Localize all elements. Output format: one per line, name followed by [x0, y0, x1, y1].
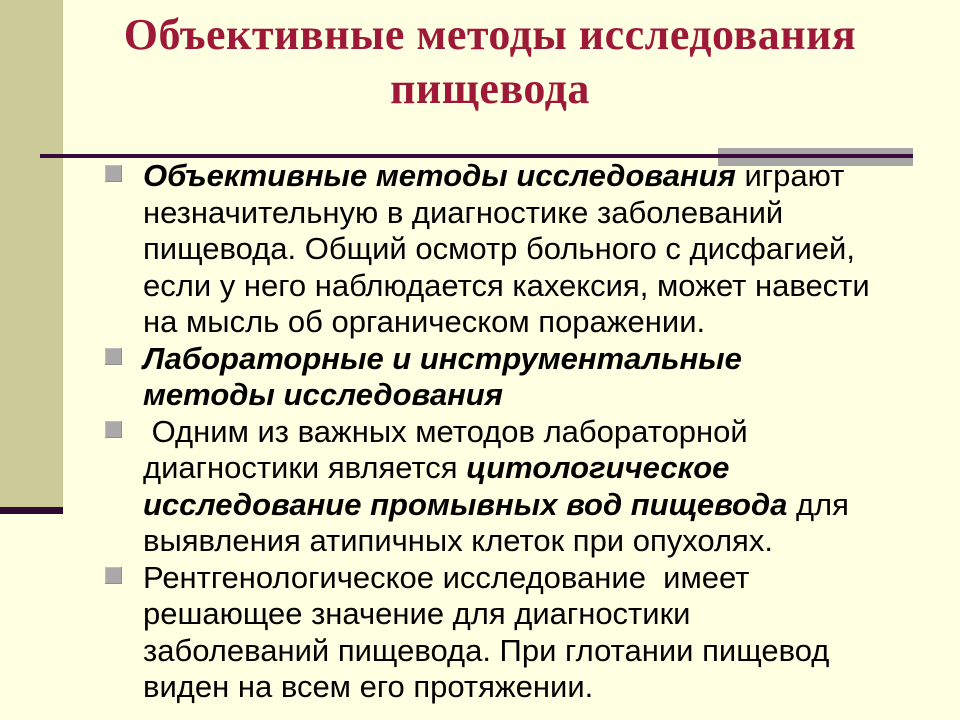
list-item [105, 341, 905, 414]
slide-title [60, 8, 920, 116]
bullet-square-icon [105, 165, 122, 182]
title-line-1: Объективные методы исследования [123, 10, 857, 59]
left-accent-band [0, 0, 63, 509]
list-item [105, 414, 905, 560]
text-segment: исследование промывных вод пищевода [143, 486, 788, 522]
text-line [143, 633, 905, 670]
text-segment: цитологическое [466, 450, 730, 485]
text-line [143, 523, 905, 560]
bullet-square-icon [105, 567, 122, 584]
text-segment: Одним из важных методов лабораторной [143, 413, 748, 449]
text-segment: Лабораторные и инструментальные [143, 340, 742, 376]
text-line [143, 450, 905, 487]
text-segment: на мысль об органическом поражении. [143, 304, 706, 339]
text-line [143, 560, 905, 597]
bullet-square-icon [105, 348, 122, 365]
text-segment: решающее значение для диагностики [143, 596, 691, 631]
text-segment: незначительную в диагностике заболеваний [143, 194, 784, 230]
text-line [143, 414, 905, 451]
paragraph-text [143, 158, 905, 341]
text-segment: виден на всем его протяжении. [143, 669, 594, 704]
text-line [143, 487, 905, 524]
paragraph-text [143, 341, 905, 414]
text-segment: выявления атипичных клеток при опухолях. [143, 523, 773, 558]
text-segment: диагностики является [143, 450, 467, 485]
left-band-dash [0, 507, 63, 514]
text-line [143, 669, 905, 706]
text-line [143, 341, 905, 378]
text-line [143, 231, 905, 268]
text-line [143, 377, 905, 414]
text-line [143, 304, 905, 341]
text-line [143, 195, 905, 232]
list-item [105, 560, 905, 706]
text-segment: пищевода. Общий осмотр больного с дисфагией, [143, 231, 855, 266]
text-segment: Рентгенологическое исследование имеет [143, 559, 750, 595]
text-line [143, 596, 905, 633]
bullet-list [105, 158, 905, 706]
paragraph-text [143, 414, 905, 560]
text-segment: Объективные методы исследования [143, 158, 736, 193]
text-segment: заболеваний пищевода. При глотании пищевод [143, 632, 830, 668]
text-segment: если у него наблюдается кахексия, может навести [143, 267, 870, 303]
text-segment: играют [735, 158, 845, 193]
text-segment: методы исследования [143, 377, 503, 412]
text-segment: для [787, 486, 849, 522]
text-line [143, 158, 905, 195]
title-line-2: пищевода [390, 64, 590, 113]
paragraph-text [143, 560, 905, 706]
text-line [143, 268, 905, 305]
bullet-square-icon [105, 421, 122, 438]
list-item [105, 158, 905, 341]
